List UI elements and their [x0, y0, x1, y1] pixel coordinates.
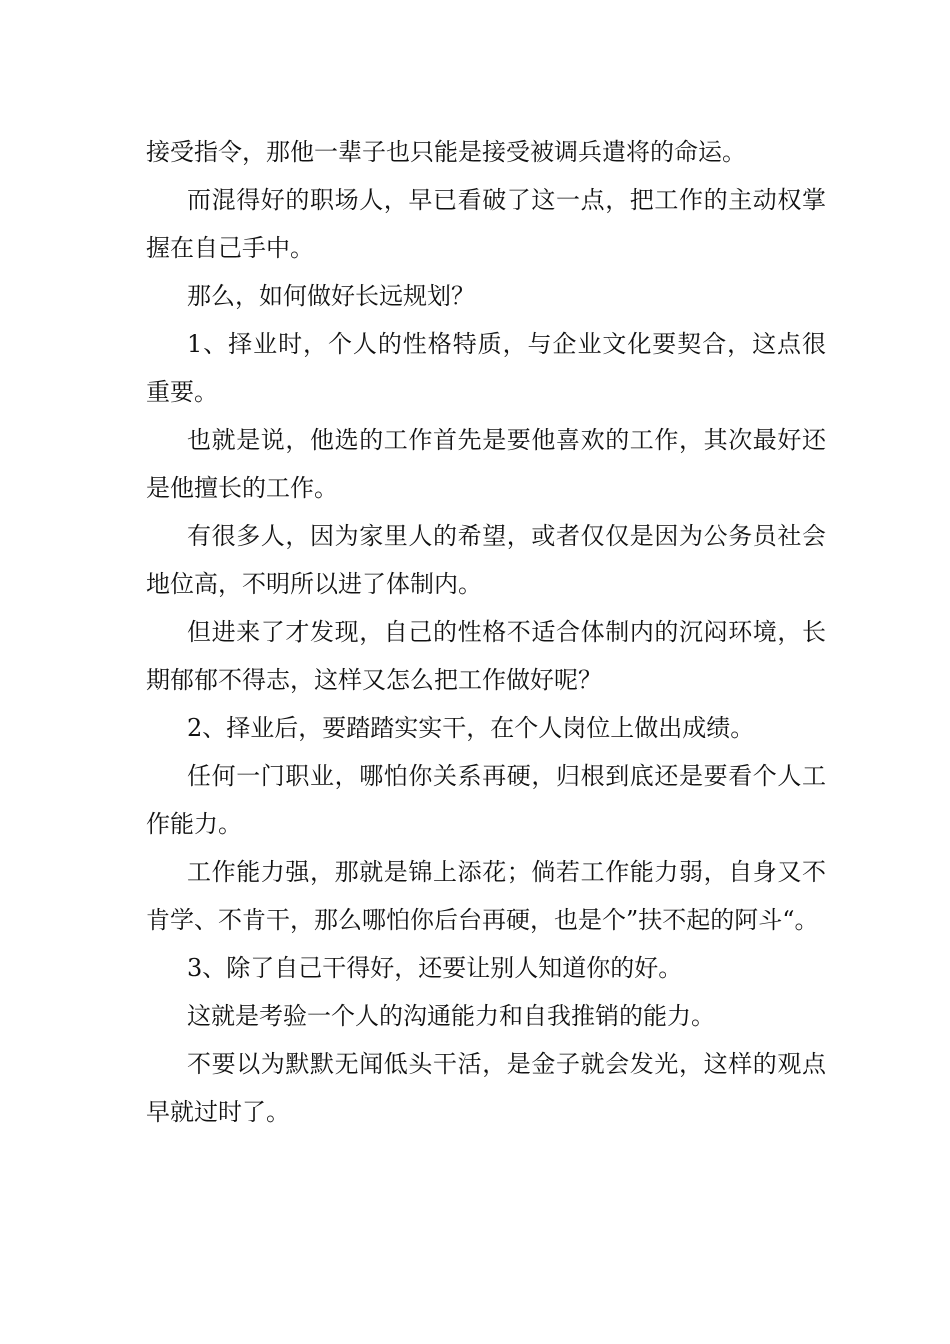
paragraph-5: 也就是说，他选的工作首先是要他喜欢的工作，其次最好还是他擅长的工作。	[146, 426, 826, 502]
paragraph-10: 工作能力强，那就是锦上添花；倘若工作能力弱，自身又不肯学、不肯干，那么哪怕你后台再硬，也是个”扶不起的阿斗“。	[146, 858, 826, 934]
paragraph-3: 那么，如何做好长远规划？	[187, 282, 475, 310]
paragraph-7: 但进来了才发现，自己的性格不适合体制内的沉闷环境，长期郁郁不得志，这样又怎么把工作做好呢？	[146, 618, 826, 694]
paragraph-2: 而混得好的职场人，早已看破了这一点，把工作的主动权掌握在自己手中。	[146, 186, 826, 262]
paragraph-1: 接受指令，那他一辈子也只能是接受被调兵遣将的命运。	[146, 138, 746, 166]
paragraph-4: 1、择业时，个人的性格特质，与企业文化要契合，这点很重要。	[146, 330, 826, 406]
paragraph-12: 这就是考验一个人的沟通能力和自我推销的能力。	[187, 1002, 715, 1030]
paragraph-13: 不要以为默默无闻低头干活，是金子就会发光，这样的观点早就过时了。	[146, 1050, 826, 1126]
paragraph-11: 3、除了自己干得好，还要让别人知道你的好。	[187, 954, 683, 982]
paragraph-8: 2、择业后，要踏踏实实干，在个人岗位上做出成绩。	[187, 714, 755, 742]
document-body	[146, 128, 826, 1136]
paragraph-9: 任何一门职业，哪怕你关系再硬，归根到底还是要看个人工作能力。	[146, 762, 826, 838]
paragraph-6: 有很多人，因为家里人的希望，或者仅仅是因为公务员社会地位高，不明所以进了体制内。	[146, 522, 826, 598]
